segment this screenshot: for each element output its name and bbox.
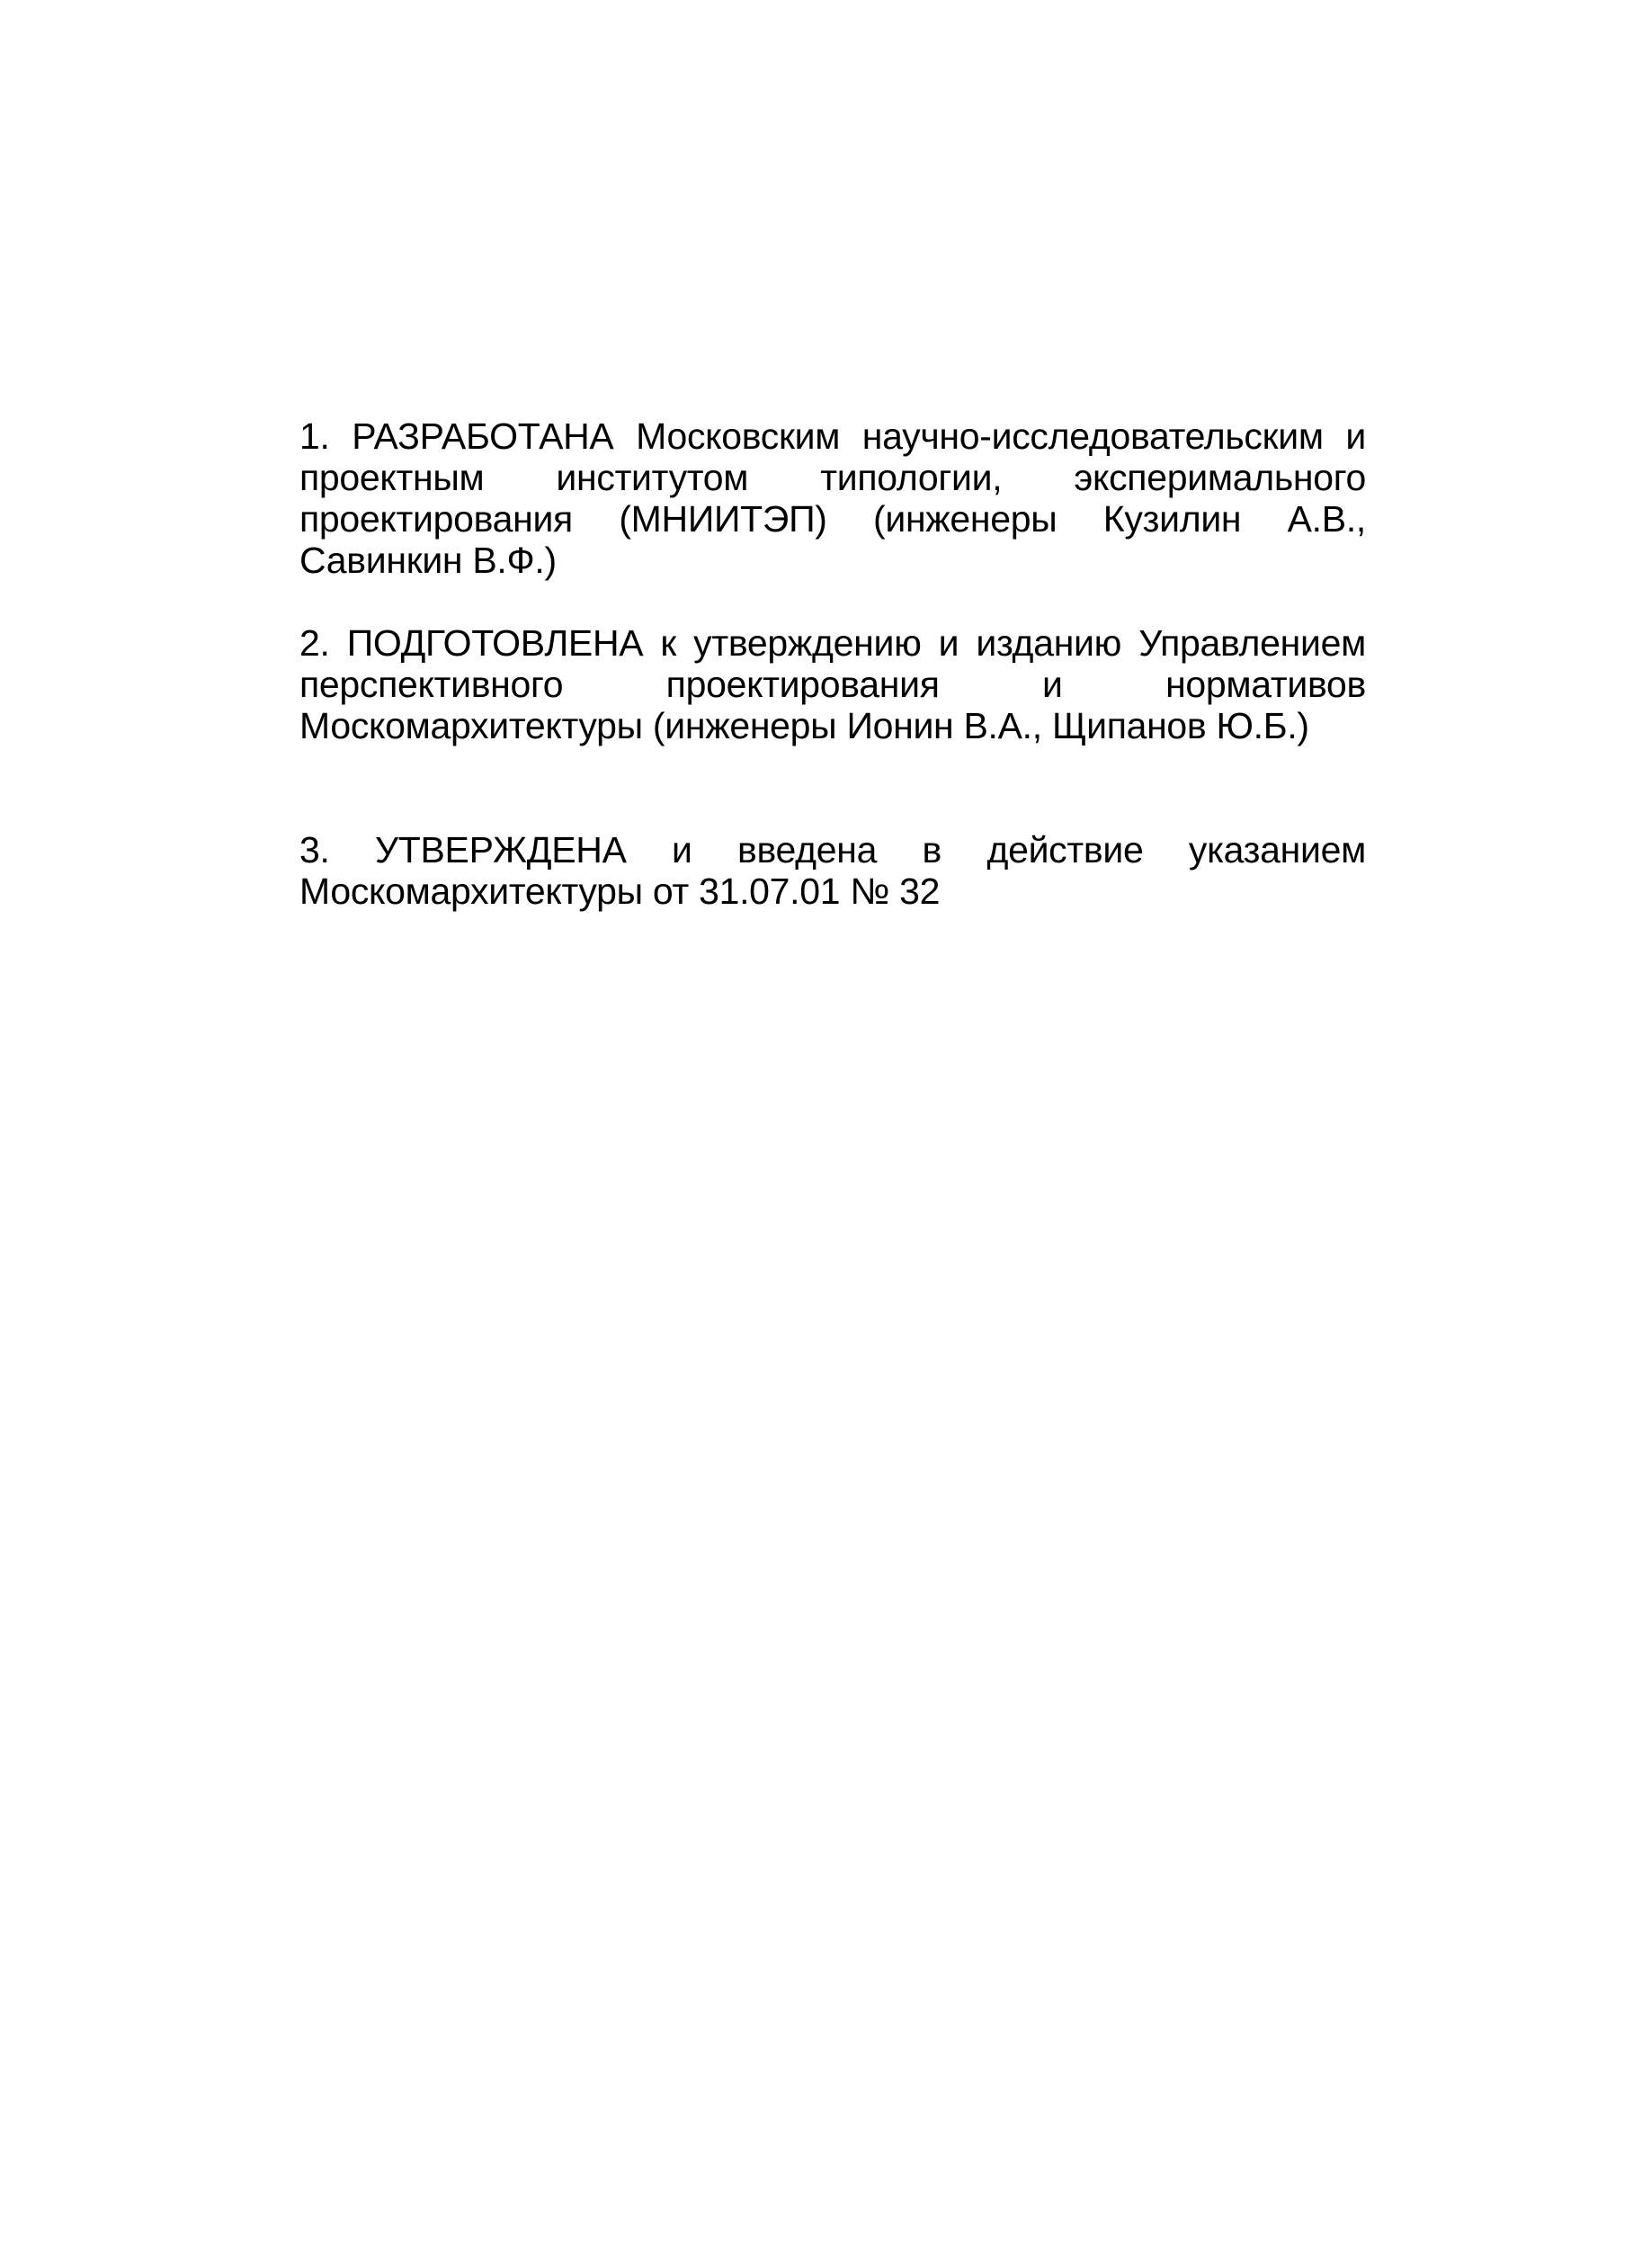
paragraph-2-number: 2. — [299, 622, 330, 664]
paragraph-1-text: РАЗРАБОТАНА Московским научно-исследовательским и проектным институтом типологии, эксперимального проектирования (МНИИТЭП) (инженеры Кузилин А.В., Савинкин В.Ф.) — [299, 415, 1366, 581]
paragraph-2-text: ПОДГОТОВЛЕНА к утверждению и изданию Управлением перспективного проектирования и нормативов Москомархитектуры (инженеры Ионин В.А., Щипанов Ю.Б.) — [299, 622, 1367, 746]
document-body — [299, 415, 1366, 912]
paragraph-1-number: 1. — [299, 415, 330, 457]
paragraph-3 — [299, 829, 1366, 912]
paragraph-2 — [299, 622, 1366, 746]
paragraph-3-number: 3. — [299, 829, 330, 871]
paragraph-1 — [299, 415, 1366, 581]
paragraph-3-text: УТВЕРЖДЕНА и введена в действие указанием Москомархитектуры от 31.07.01 № 32 — [299, 829, 1366, 912]
